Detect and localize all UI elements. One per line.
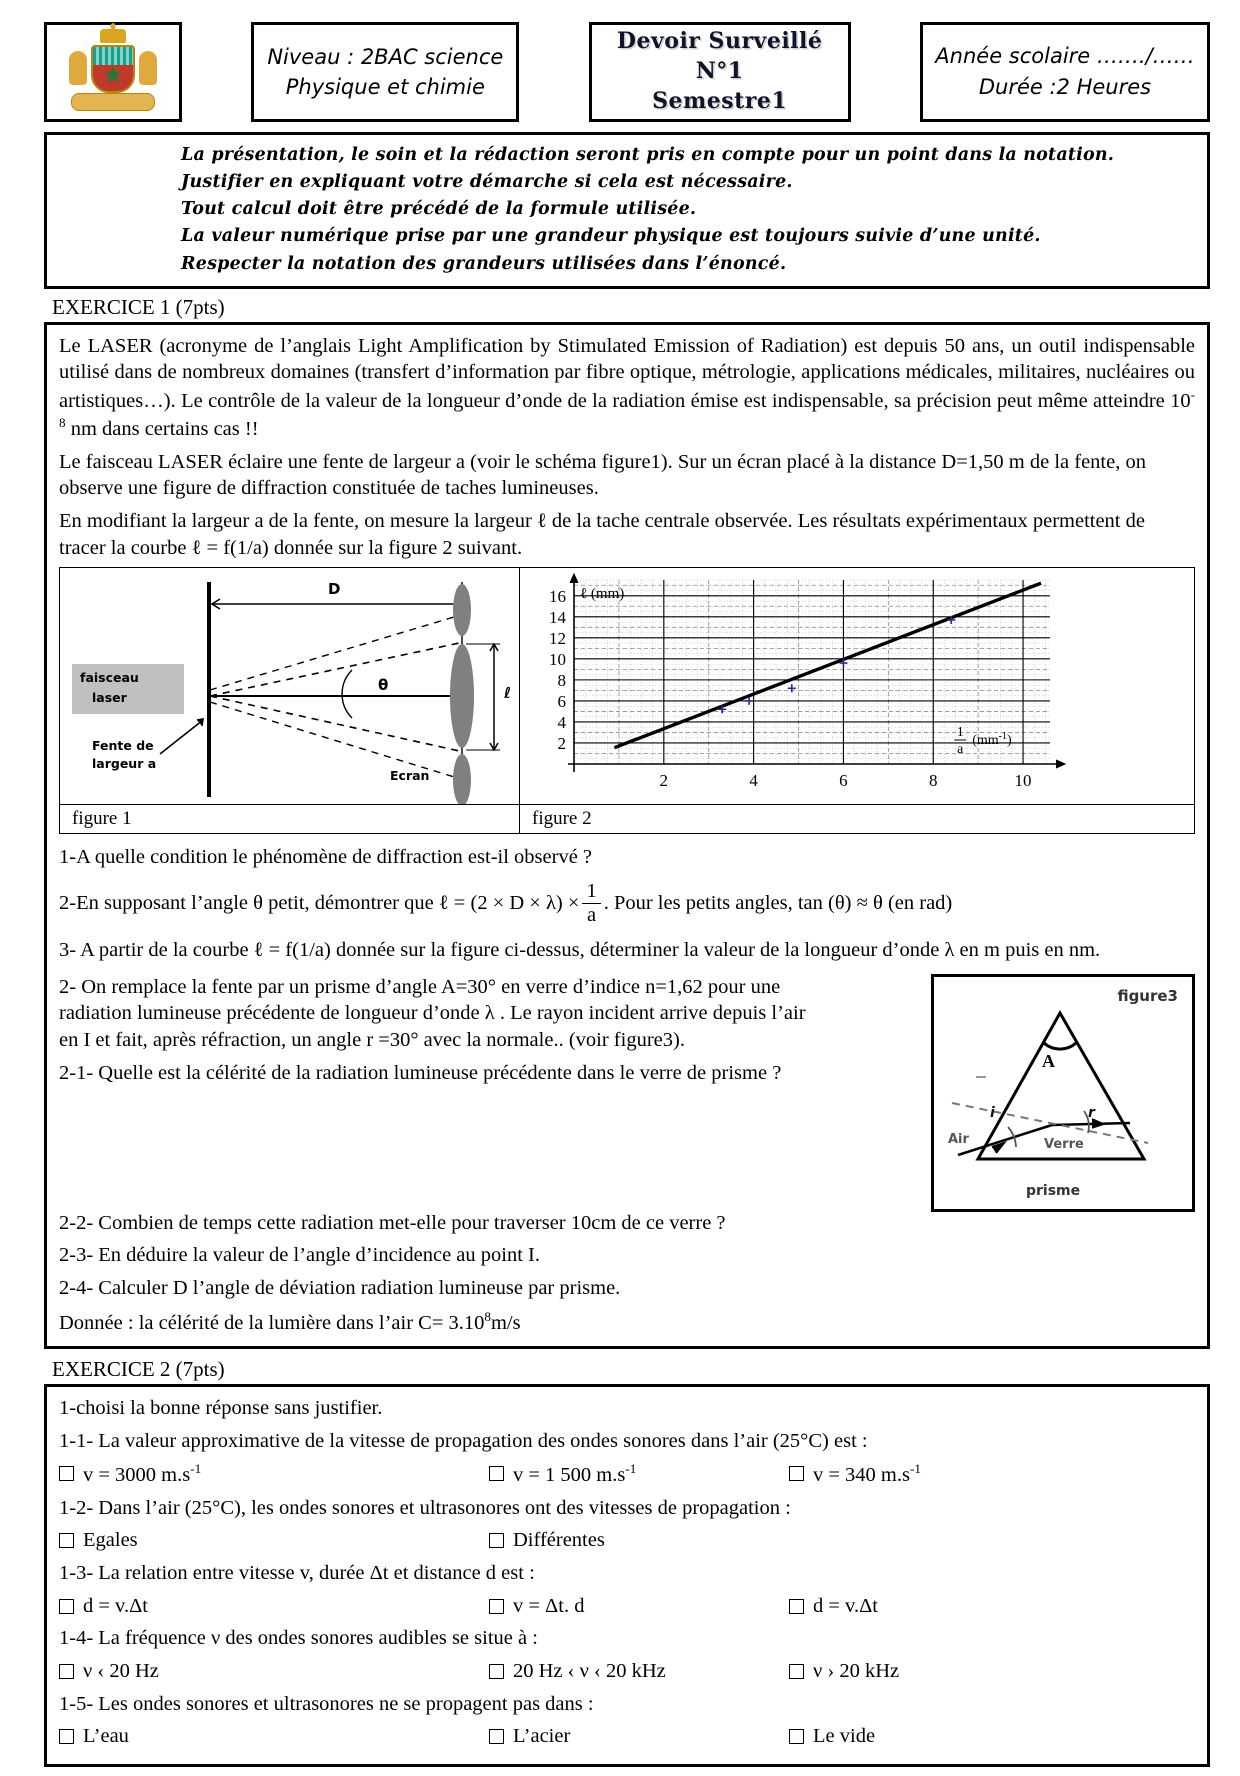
emblem-box [44, 22, 182, 122]
figure1-label-theta: θ [378, 676, 389, 695]
exercise1-question-2-3: 2-3- En déduire la valeur de l’angle d’incidence au point I. [59, 1244, 540, 1267]
figure1-label-faisceau-2: laser [92, 690, 127, 706]
option-item[interactable] [489, 1723, 789, 1750]
option-item[interactable] [789, 1723, 875, 1750]
svg-text:10: 10 [549, 650, 566, 670]
checkbox-icon[interactable] [789, 1466, 804, 1481]
checkbox-icon[interactable] [489, 1533, 504, 1548]
option-item[interactable] [489, 1527, 605, 1554]
figure1-label-ell: ℓ [504, 684, 512, 703]
option-item[interactable] [489, 1658, 789, 1685]
svg-text:4: 4 [749, 771, 758, 791]
figure3-label-verre: Verre [1044, 1136, 1084, 1152]
exercise2-options-1-4 [59, 1658, 1195, 1685]
checkbox-icon[interactable] [489, 1599, 504, 1614]
prism-section [59, 974, 1195, 1210]
svg-text:4: 4 [557, 713, 566, 733]
option-label: d = v.Δt [813, 1594, 878, 1617]
school-year: Année scolaire ……./…… [935, 43, 1195, 68]
svg-text:(mm-1): $(mm^{-1})$ [972, 731, 1012, 749]
svg-text:2: 2 [557, 734, 566, 754]
option-item[interactable] [789, 1593, 878, 1620]
option-item[interactable] [489, 1593, 789, 1620]
exercise1-question-4: 2- On remplace la fente par un prisme d’angle A=30° en verre d’indice n=1,62 pour une radiation lumineuse précédente de longueur d’onde λ . Le rayon incident arrive depuis l’air en I et fait, après réfraction, un angle r =30° avec la normale.. (voir figure3). [59, 975, 806, 1051]
exercise1-question-1: 1-A quelle condition le phénomène de diffraction est-il observé ? [59, 846, 593, 869]
option-label: L’acier [513, 1725, 571, 1748]
svg-text:6: 6 [839, 771, 848, 791]
q2-text-b: . Pour les petits angles, tan (θ) ≈ θ (en rad) [603, 891, 953, 914]
instruction-line: La présentation, le soin et la rédaction seront pris en compte pour un point dans la notation. [181, 145, 1115, 165]
option-item[interactable] [59, 1593, 489, 1620]
figure1-label-faisceau-1: faisceau [80, 670, 139, 686]
exercise2-intro: 1-choisi la bonne réponse sans justifier. [59, 1397, 383, 1420]
instruction-line: Tout calcul doit être précédé de la formule utilisée. [181, 199, 697, 220]
svg-text:8: 8 [928, 771, 938, 791]
option-exponent: -1 [625, 1461, 637, 1477]
checkbox-icon[interactable] [59, 1729, 74, 1744]
exercise2-question-1-2: 1-2- Dans l’air (25°C), les ondes sonores et ultrasonores ont des vitesses de propagation : [59, 1496, 791, 1519]
figure-2-cell [520, 568, 1194, 833]
option-label: 20 Hz ‹ ν ‹ 20 kHz [513, 1660, 666, 1683]
figure-3-box [931, 974, 1195, 1212]
option-item[interactable] [59, 1658, 489, 1685]
exercise1-question-2-2: 2-2- Combien de temps cette radiation met-elle pour traverser 10cm de ce verre ? [59, 1211, 726, 1234]
figure-1-cell [60, 568, 520, 833]
checkbox-icon[interactable] [489, 1729, 504, 1744]
exercise1-donnee [59, 1308, 1195, 1336]
checkbox-icon[interactable] [59, 1599, 74, 1614]
prism-question-text [59, 974, 819, 1087]
q2-text-a: 2-En supposant l’angle θ petit, démontrer que ℓ = (2 × D × λ) × [59, 891, 580, 914]
figure3-label-air: Air [948, 1131, 969, 1147]
p1-exponent: -8 [59, 386, 1195, 431]
svg-text:ℓ (mm): ℓ (mm) [580, 586, 625, 603]
figure-2-caption: figure 2 [520, 804, 1194, 833]
exercise1-question-2-4: 2-4- Calculer D l’angle de déviation radiation lumineuse par prisme. [59, 1276, 621, 1299]
svg-text:10: 10 [1014, 771, 1032, 791]
exercise1-question-2 [59, 881, 1195, 925]
option-label: ν ‹ 20 Hz [83, 1660, 159, 1683]
fraction-1-over-a [582, 881, 600, 925]
exam-title-line-2: N°1 [695, 58, 744, 85]
exercise-2-title: EXERCICE 2 (7pts) [52, 1357, 225, 1382]
exercise1-paragraph-3: En modifiant la largeur a de la fente, on mesure la largeur ℓ de la tache centrale observée. Les résultats expérimentaux permettent de tracer la courbe ℓ = f(1/a) donnée sur la figure 2 suivant. [59, 510, 1145, 559]
school-year-box [920, 22, 1210, 122]
svg-text:a: a [957, 742, 964, 758]
exam-title-box [589, 22, 851, 122]
level-box [251, 22, 519, 122]
p1-text-end: nm dans certains cas !! [65, 418, 259, 441]
exercise1-paragraph-2: Le faisceau LASER éclaire une fente de largeur a (voir le schéma figure1). Sur un écran placé à la distance D=1,50 m de la fente, on observe une figure de diffraction constituée de taches lumineuses. [59, 450, 1146, 500]
exercise2-question-1-3: 1-3- La relation entre vitesse v, durée Δt et distance d est : [59, 1562, 535, 1585]
option-label: Différentes [513, 1529, 605, 1552]
option-item[interactable] [489, 1460, 789, 1488]
svg-text:1: 1 [956, 725, 964, 741]
figures-table [59, 567, 1195, 834]
option-label: L’eau [83, 1725, 129, 1748]
svg-text:2: 2 [659, 771, 669, 791]
exam-page [0, 22, 1240, 1776]
figure-1-caption: figure 1 [60, 804, 519, 833]
page-header [44, 22, 1210, 122]
level-line-1: Niveau : 2BAC science [267, 44, 504, 69]
figure1-label-D: D [328, 580, 341, 599]
exercise2-question-1-5: 1-5- Les ondes sonores et ultrasonores ne se propagent pas dans : [59, 1692, 594, 1715]
option-label [83, 1460, 201, 1488]
exercise2-options-1-3 [59, 1593, 1195, 1620]
svg-text:12: 12 [549, 629, 566, 649]
option-item[interactable] [59, 1527, 489, 1554]
checkbox-icon[interactable] [59, 1466, 74, 1481]
svg-text:16: 16 [549, 587, 566, 607]
figure-1-drawing [60, 568, 519, 804]
diffraction-chart [520, 568, 1066, 804]
level-line-2: Physique et chimie [285, 75, 485, 99]
option-label: Egales [83, 1529, 138, 1552]
exercise-2-box [44, 1384, 1210, 1767]
instructions-box [44, 132, 1210, 289]
figure3-label-A: A [1042, 1050, 1055, 1071]
duration: Durée :2 Heures [978, 75, 1152, 99]
figure1-label-fente-1: Fente de [92, 738, 154, 754]
exercise2-options-1-5 [59, 1723, 1195, 1750]
option-text: v = 3000 m.s [83, 1464, 191, 1487]
instruction-line: Justifier en expliquant votre démarche si cela est nécessaire. [181, 172, 793, 193]
svg-text:14: 14 [549, 608, 566, 628]
exercise1-question-2-1: 2-1- Quelle est la célérité de la radiation lumineuse précédente dans le verre de prisme ? [59, 1061, 782, 1084]
checkbox-icon[interactable] [59, 1533, 74, 1548]
option-item[interactable] [789, 1658, 899, 1685]
exercise1-question-3: 3- A partir de la courbe ℓ = f(1/a) donnée sur la figure ci-dessus, déterminer la valeur de la longueur d’onde λ en m puis en nm. [59, 939, 1101, 962]
exercise-1-title: EXERCICE 1 (7pts) [52, 294, 225, 319]
option-label [813, 1460, 921, 1488]
figure3-label-r: r [1088, 1104, 1095, 1121]
checkbox-icon[interactable] [489, 1664, 504, 1679]
checkbox-icon[interactable] [789, 1599, 804, 1614]
exercise2-options-1-2 [59, 1527, 1195, 1554]
instruction-line: Respecter la notation des grandeurs utilisées dans l’énoncé. [181, 253, 787, 274]
figure-2-chart [520, 568, 1194, 804]
checkbox-icon[interactable] [489, 1466, 504, 1481]
svg-text:6: 6 [557, 692, 566, 712]
exam-title-line-1: Devoir Surveillé [616, 28, 823, 55]
figure3-label-prisme: prisme [1026, 1182, 1081, 1199]
exercise2-options-1-1 [59, 1460, 1195, 1488]
figure1-label-ecran: Ecran [390, 768, 430, 784]
donnee-text-a: Donnée : la célérité de la lumière dans l’air C= 3.10 [59, 1311, 485, 1334]
option-label: ν › 20 kHz [813, 1660, 900, 1683]
fraction-denominator: a [587, 903, 597, 926]
exercise2-question-1-4: 1-4- La fréquence ν des ondes sonores audibles se situe à : [59, 1627, 538, 1650]
option-exponent: -1 [910, 1461, 921, 1477]
exercise-1-box [44, 322, 1210, 1349]
option-label [513, 1460, 636, 1488]
checkbox-icon[interactable] [789, 1729, 804, 1744]
donnee-exponent: 8 [484, 1308, 491, 1324]
option-label: Le vide [813, 1725, 876, 1748]
exercise1-paragraph-1 [59, 333, 1195, 443]
option-item[interactable] [789, 1460, 921, 1488]
exam-title-line-3: Semestre1 [652, 87, 788, 114]
donnee-text-b: m/s [490, 1311, 521, 1334]
option-label: v = Δt. d [513, 1594, 585, 1617]
instruction-line: La valeur numérique prise par une grandeur physique est toujours suivie d’une unité. [181, 226, 1041, 247]
svg-text:8: 8 [557, 671, 566, 691]
figure3-label-i: i [990, 1104, 995, 1121]
option-item[interactable] [59, 1460, 489, 1488]
option-exponent: -1 [190, 1461, 202, 1477]
checkbox-icon[interactable] [789, 1664, 804, 1679]
option-text: v = 340 m.s [813, 1464, 910, 1487]
p1-text: Le LASER (acronyme de l’anglais Light Amplification by Stimulated Emission of Radiation) est depuis 50 ans, un outil indispensable utilisé dans de nombreux domaines (transfert d’information par fibre optique, métrologie, applications médicales, militaires, nucléaires ou artistiques…). Le contrôle de la valeur de la longueur d’onde de la radiation émise est indispensable, sa précision peut même atteindre 10 [59, 334, 1195, 412]
option-label: d = v.Δt [83, 1594, 148, 1617]
fraction-numerator: 1 [582, 881, 600, 904]
checkbox-icon[interactable] [59, 1664, 74, 1679]
coat-of-arms-icon: ★ [65, 29, 161, 115]
figure1-label-fente-2: largeur a [92, 756, 157, 772]
figure-3-svg [934, 977, 1186, 1203]
option-text: v = 1 500 m.s [513, 1464, 626, 1487]
figure3-caption: figure3 [1117, 986, 1178, 1005]
exercise2-question-1-1: 1-1- La valeur approximative de la vitesse de propagation des ondes sonores dans l’air (25°C) est : [59, 1429, 868, 1452]
option-item[interactable] [59, 1723, 489, 1750]
